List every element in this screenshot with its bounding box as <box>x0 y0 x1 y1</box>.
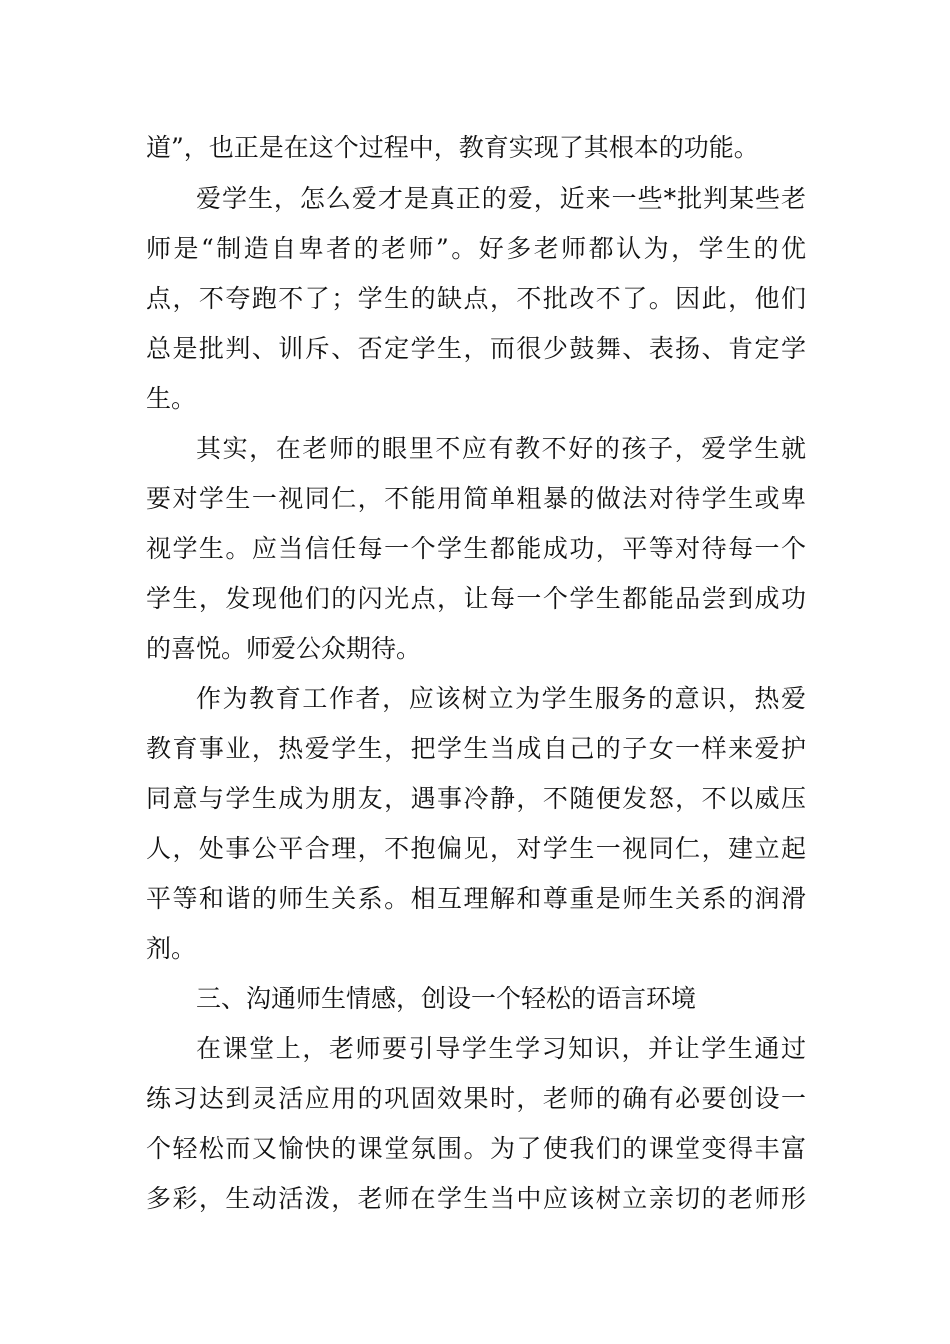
text-line: 教育事业，热爱学生，把学生当成自己的子女一样来爱护 <box>146 734 806 763</box>
text-line: 总是批判、训斥、否定学生，而很少鼓舞、表扬、肯定学 <box>146 334 806 363</box>
text-line: 生。 <box>146 384 197 413</box>
text-line: 学生，发现他们的闪光点，让每一个学生都能品尝到成功 <box>146 584 806 613</box>
paragraph-line: 其实，在老师的眼里不应有教不好的孩子，爱学生就 <box>196 434 806 463</box>
text-line: 的喜悦。师爱公众期待。 <box>146 634 422 663</box>
paragraph-line: 在课堂上，老师要引导学生学习知识，并让学生通过 <box>196 1034 806 1063</box>
paragraph-line: 爱学生，怎么爱才是真正的爱，近来一些*批判某些老 <box>196 184 806 213</box>
section-heading: 三、沟通师生情感，创设一个轻松的语言环境 <box>196 984 697 1013</box>
text-line: 点，不夸跑不了；学生的缺点，不批改不了。因此，他们 <box>146 284 806 313</box>
text-line: 师是“制造自卑者的老师”。好多老师都认为，学生的优 <box>146 234 806 263</box>
text-line: 视学生。应当信任每一个学生都能成功，平等对待每一个 <box>146 534 806 563</box>
text-line: 剂。 <box>146 934 197 963</box>
text-line: 平等和谐的师生关系。相互理解和尊重是师生关系的润滑 <box>146 884 806 913</box>
text-line: 多彩，生动活泼，老师在学生当中应该树立亲切的老师形 <box>146 1184 806 1213</box>
text-line: 人，处事公平合理，不抱偏见，对学生一视同仁，建立起 <box>146 834 806 863</box>
text-line: 个轻松而又愉快的课堂氛围。为了使我们的课堂变得丰富 <box>146 1134 806 1163</box>
text-line: 同意与学生成为朋友，遇事冷静，不随便发怒，不以威压 <box>146 784 806 813</box>
text-line: 练习达到灵活应用的巩固效果时，老师的确有必要创设一 <box>146 1084 806 1113</box>
text-line: 要对学生一视同仁，不能用简单粗暴的做法对待学生或卑 <box>146 484 806 513</box>
text-line: 道”，也正是在这个过程中，教育实现了其根本的功能。 <box>146 133 759 162</box>
paragraph-line: 作为教育工作者，应该树立为学生服务的意识，热爱 <box>196 684 806 713</box>
